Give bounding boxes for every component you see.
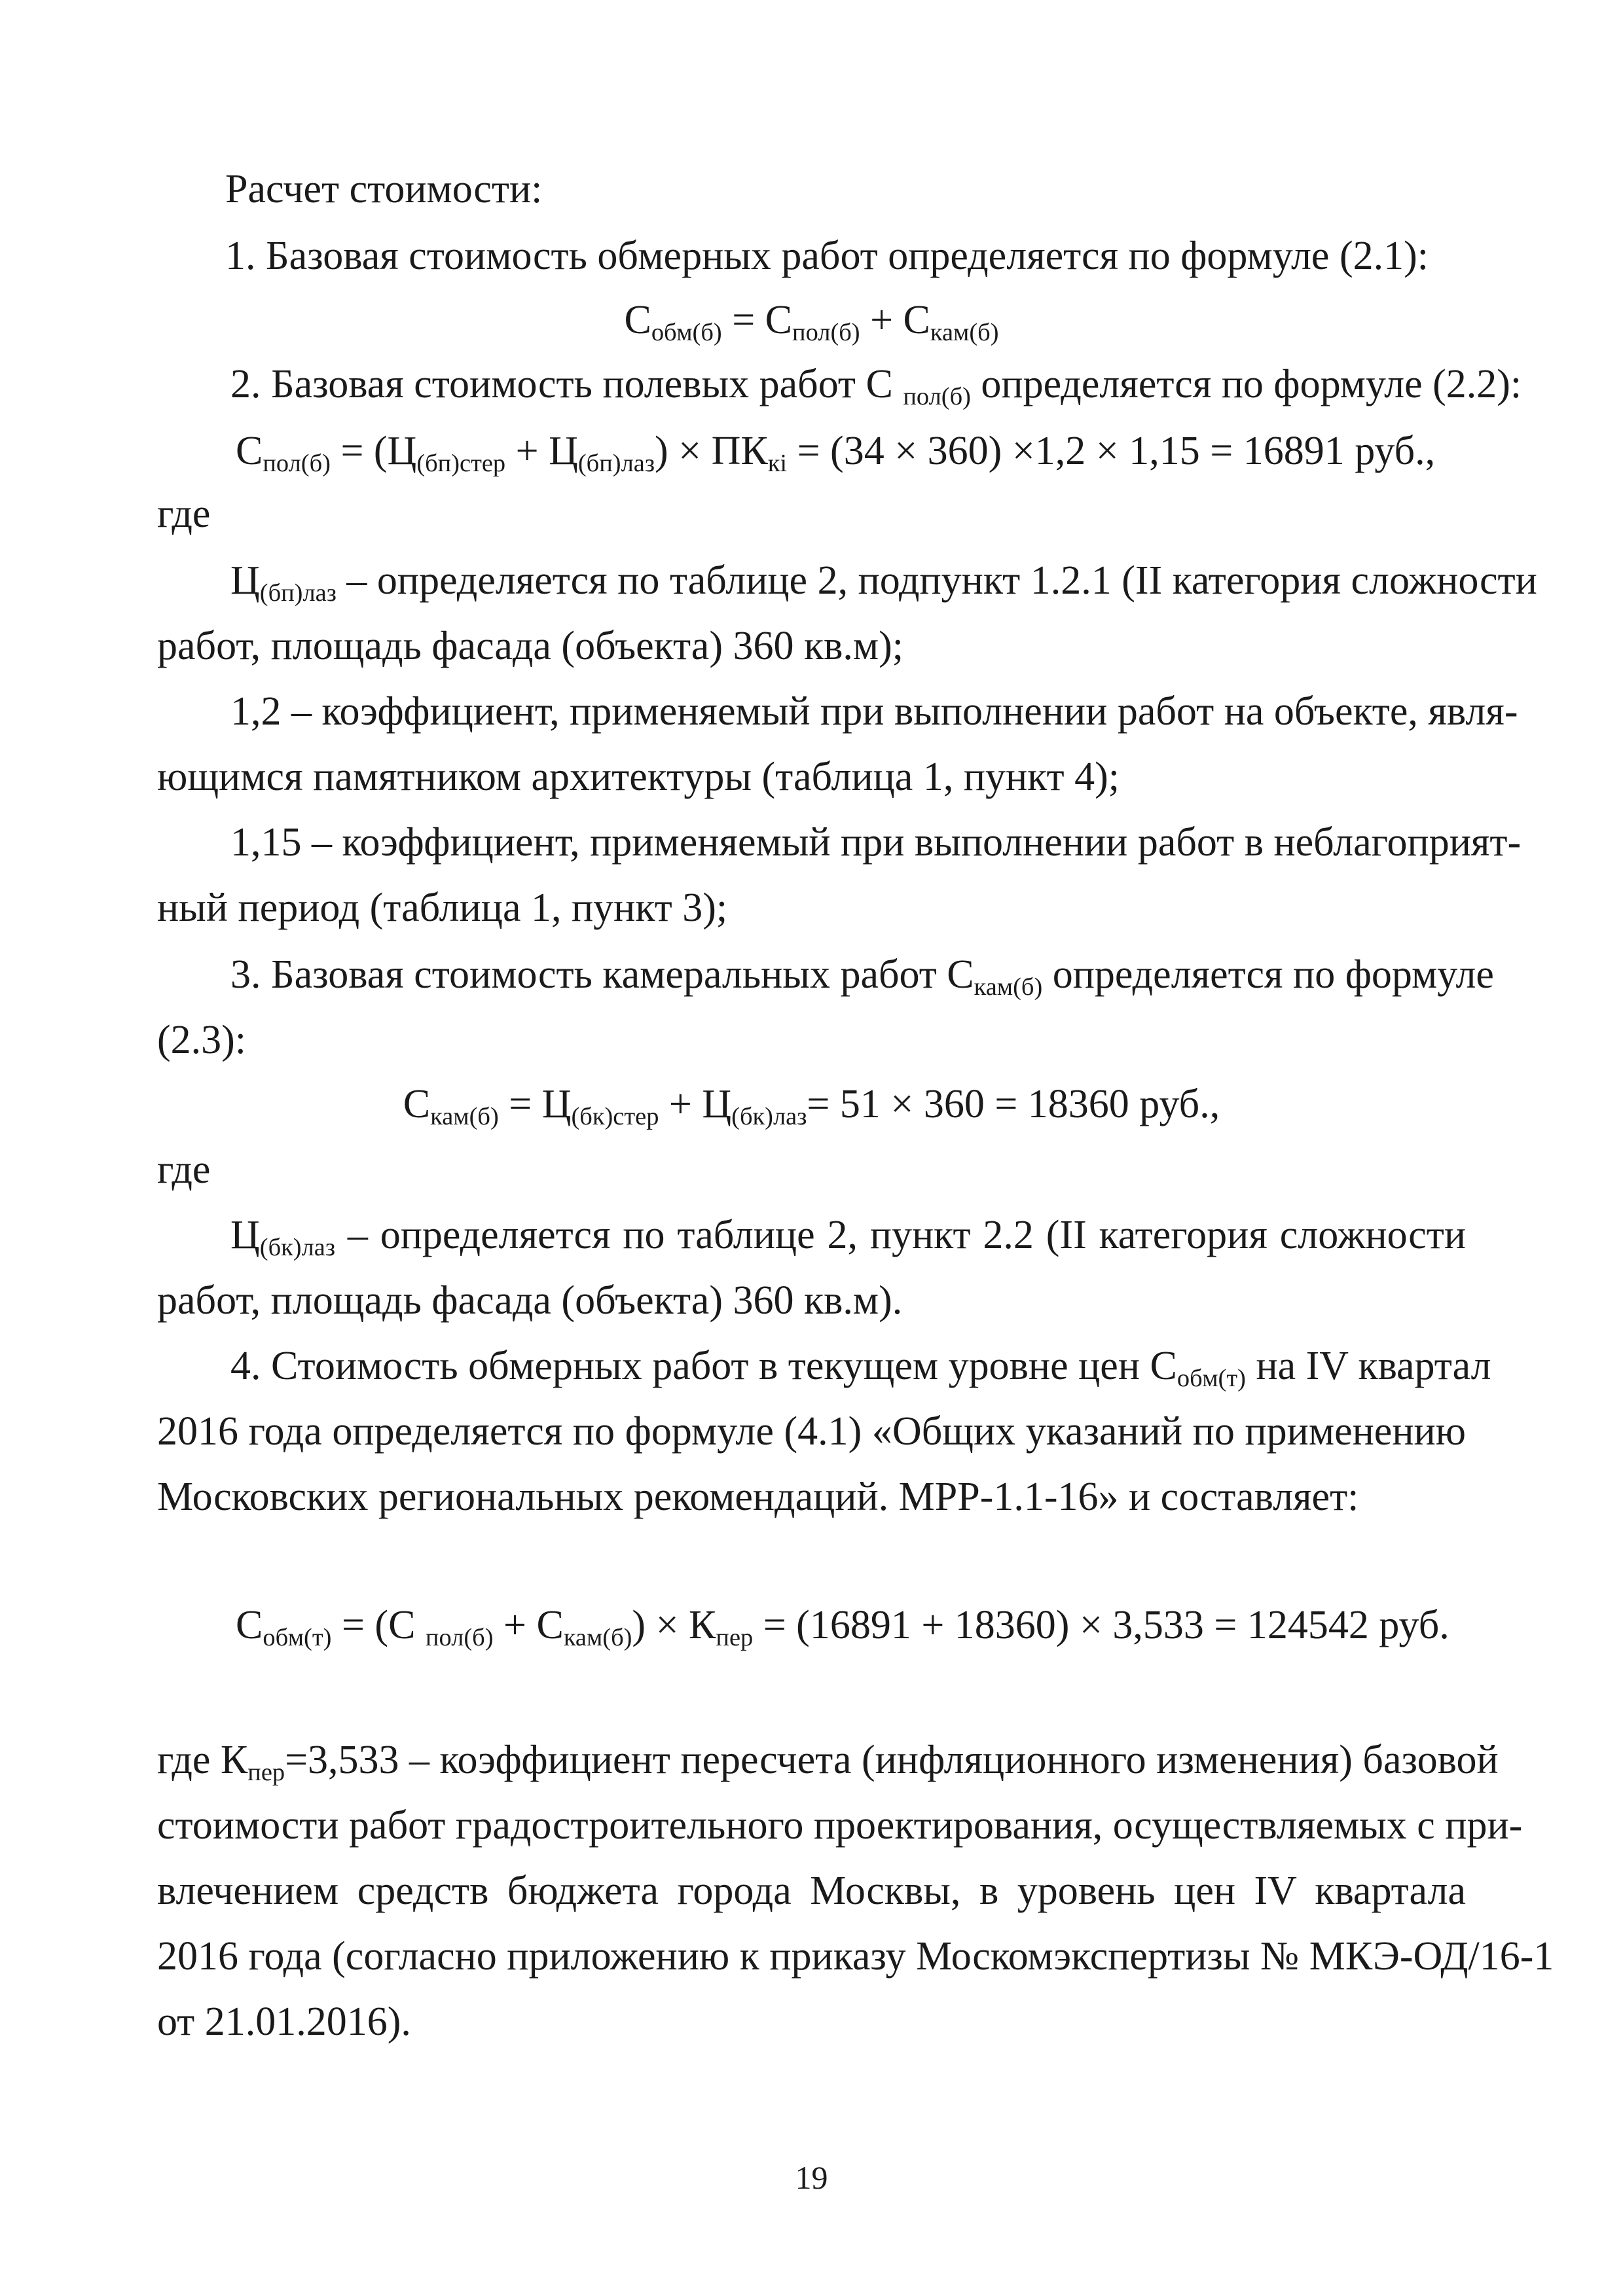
note-bk-laz-line-2: работ, площадь фасада (объекта) 360 кв.м). — [157, 1278, 903, 1323]
item-1-text: 1. Базовая стоимость обмерных работ определяется по формуле (2.1): — [225, 234, 1429, 278]
where-label-1: где — [157, 492, 211, 536]
item-2-text: 2. Базовая стоимость полевых работ С $_{пол(б)}$ определяется по формуле (2.2): — [230, 362, 1522, 410]
formula-4-1: $С_{обм(т)} = (С$ $_{пол(б)} + С_{кам(б)}) \times К_{пер} = (16891 + 18360) \times 3,533 = 124542$ руб. — [236, 1603, 1450, 1651]
footnote-line-1: где $К_{пер}=3,533$ – коэффициент пересчета (инфляционного изменения) базовой — [157, 1738, 1499, 1786]
formula-2-2: $С_{пол(б)} = (Ц_{(бп)стер} + Ц_{(бп)лаз}) \times ПК_{кi} = (34 \times 360) \times 1,2 \times 1,15 = 16891$ руб., — [236, 429, 1436, 477]
footnote-line-4: 2016 года (согласно приложению к приказу Москомэкспертизы № МКЭ-ОД/16-1 — [157, 1934, 1554, 1979]
footnote-line-5: от 21.01.2016). — [157, 2000, 411, 2044]
note-bp-laz-line-2: работ, площадь фасада (объекта) 360 кв.м); — [157, 624, 903, 668]
note-coef-1-2-line-2: ющимся памятником архитектуры (таблица 1, пункт 4); — [157, 755, 1120, 799]
footnote-line-3: влечением средств бюджета города Москвы, в уровень цен IV квартала — [157, 1869, 1466, 1913]
item-4-line-3: Московских региональных рекомендаций. МРР-1.1-16» и составляет: — [157, 1475, 1359, 1519]
item-4-line-1: 4. Стоимость обмерных работ в текущем уровне цен $С_{обм(т)}$ на IV квартал — [230, 1344, 1491, 1392]
formula-2-3: $С_{кам(б)} = Ц_{(бк)стер} + Ц_{(бк)лаз}= 51 \times 360 = 18360$ руб., — [403, 1082, 1220, 1130]
item-4-line-2: 2016 года определяется по формуле (4.1) «Общих указаний по применению — [157, 1409, 1466, 1454]
note-bk-laz-line-1: $Ц_{(бк)лаз}$ – определяется по таблице 2, пункт 2.2 (II категория сложности — [230, 1213, 1466, 1261]
page-number: 19 — [795, 2159, 828, 2196]
item-3-text: 3. Базовая стоимость камеральных работ $С_{кам(б)}$ определяется по формуле — [230, 952, 1494, 1001]
note-coef-1-2-line-1: 1,2 – коэффициент, применяемый при выполнении работ на объекте, явля- — [230, 689, 1518, 734]
item-3-text-line-2: (2.3): — [157, 1018, 247, 1062]
footnote-line-2: стоимости работ градостроительного проектирования, осуществляемых с при- — [157, 1803, 1523, 1848]
note-coef-1-15-line-2: ный период (таблица 1, пункт 3); — [157, 886, 728, 930]
note-coef-1-15-line-1: 1,15 – коэффициент, применяемый при выполнении работ в неблагоприят- — [230, 820, 1522, 865]
section-heading: Расчет стоимости: — [225, 167, 543, 211]
formula-2-1: $С_{обм(б)} = С_{пол(б)} + С_{кам(б)}$ — [624, 298, 999, 346]
where-label-2: где — [157, 1147, 211, 1192]
note-bp-laz-line-1: $Ц_{(бп)лаз}$ – определяется по таблице 2, подпункт 1.2.1 (II категория сложности — [230, 558, 1537, 607]
